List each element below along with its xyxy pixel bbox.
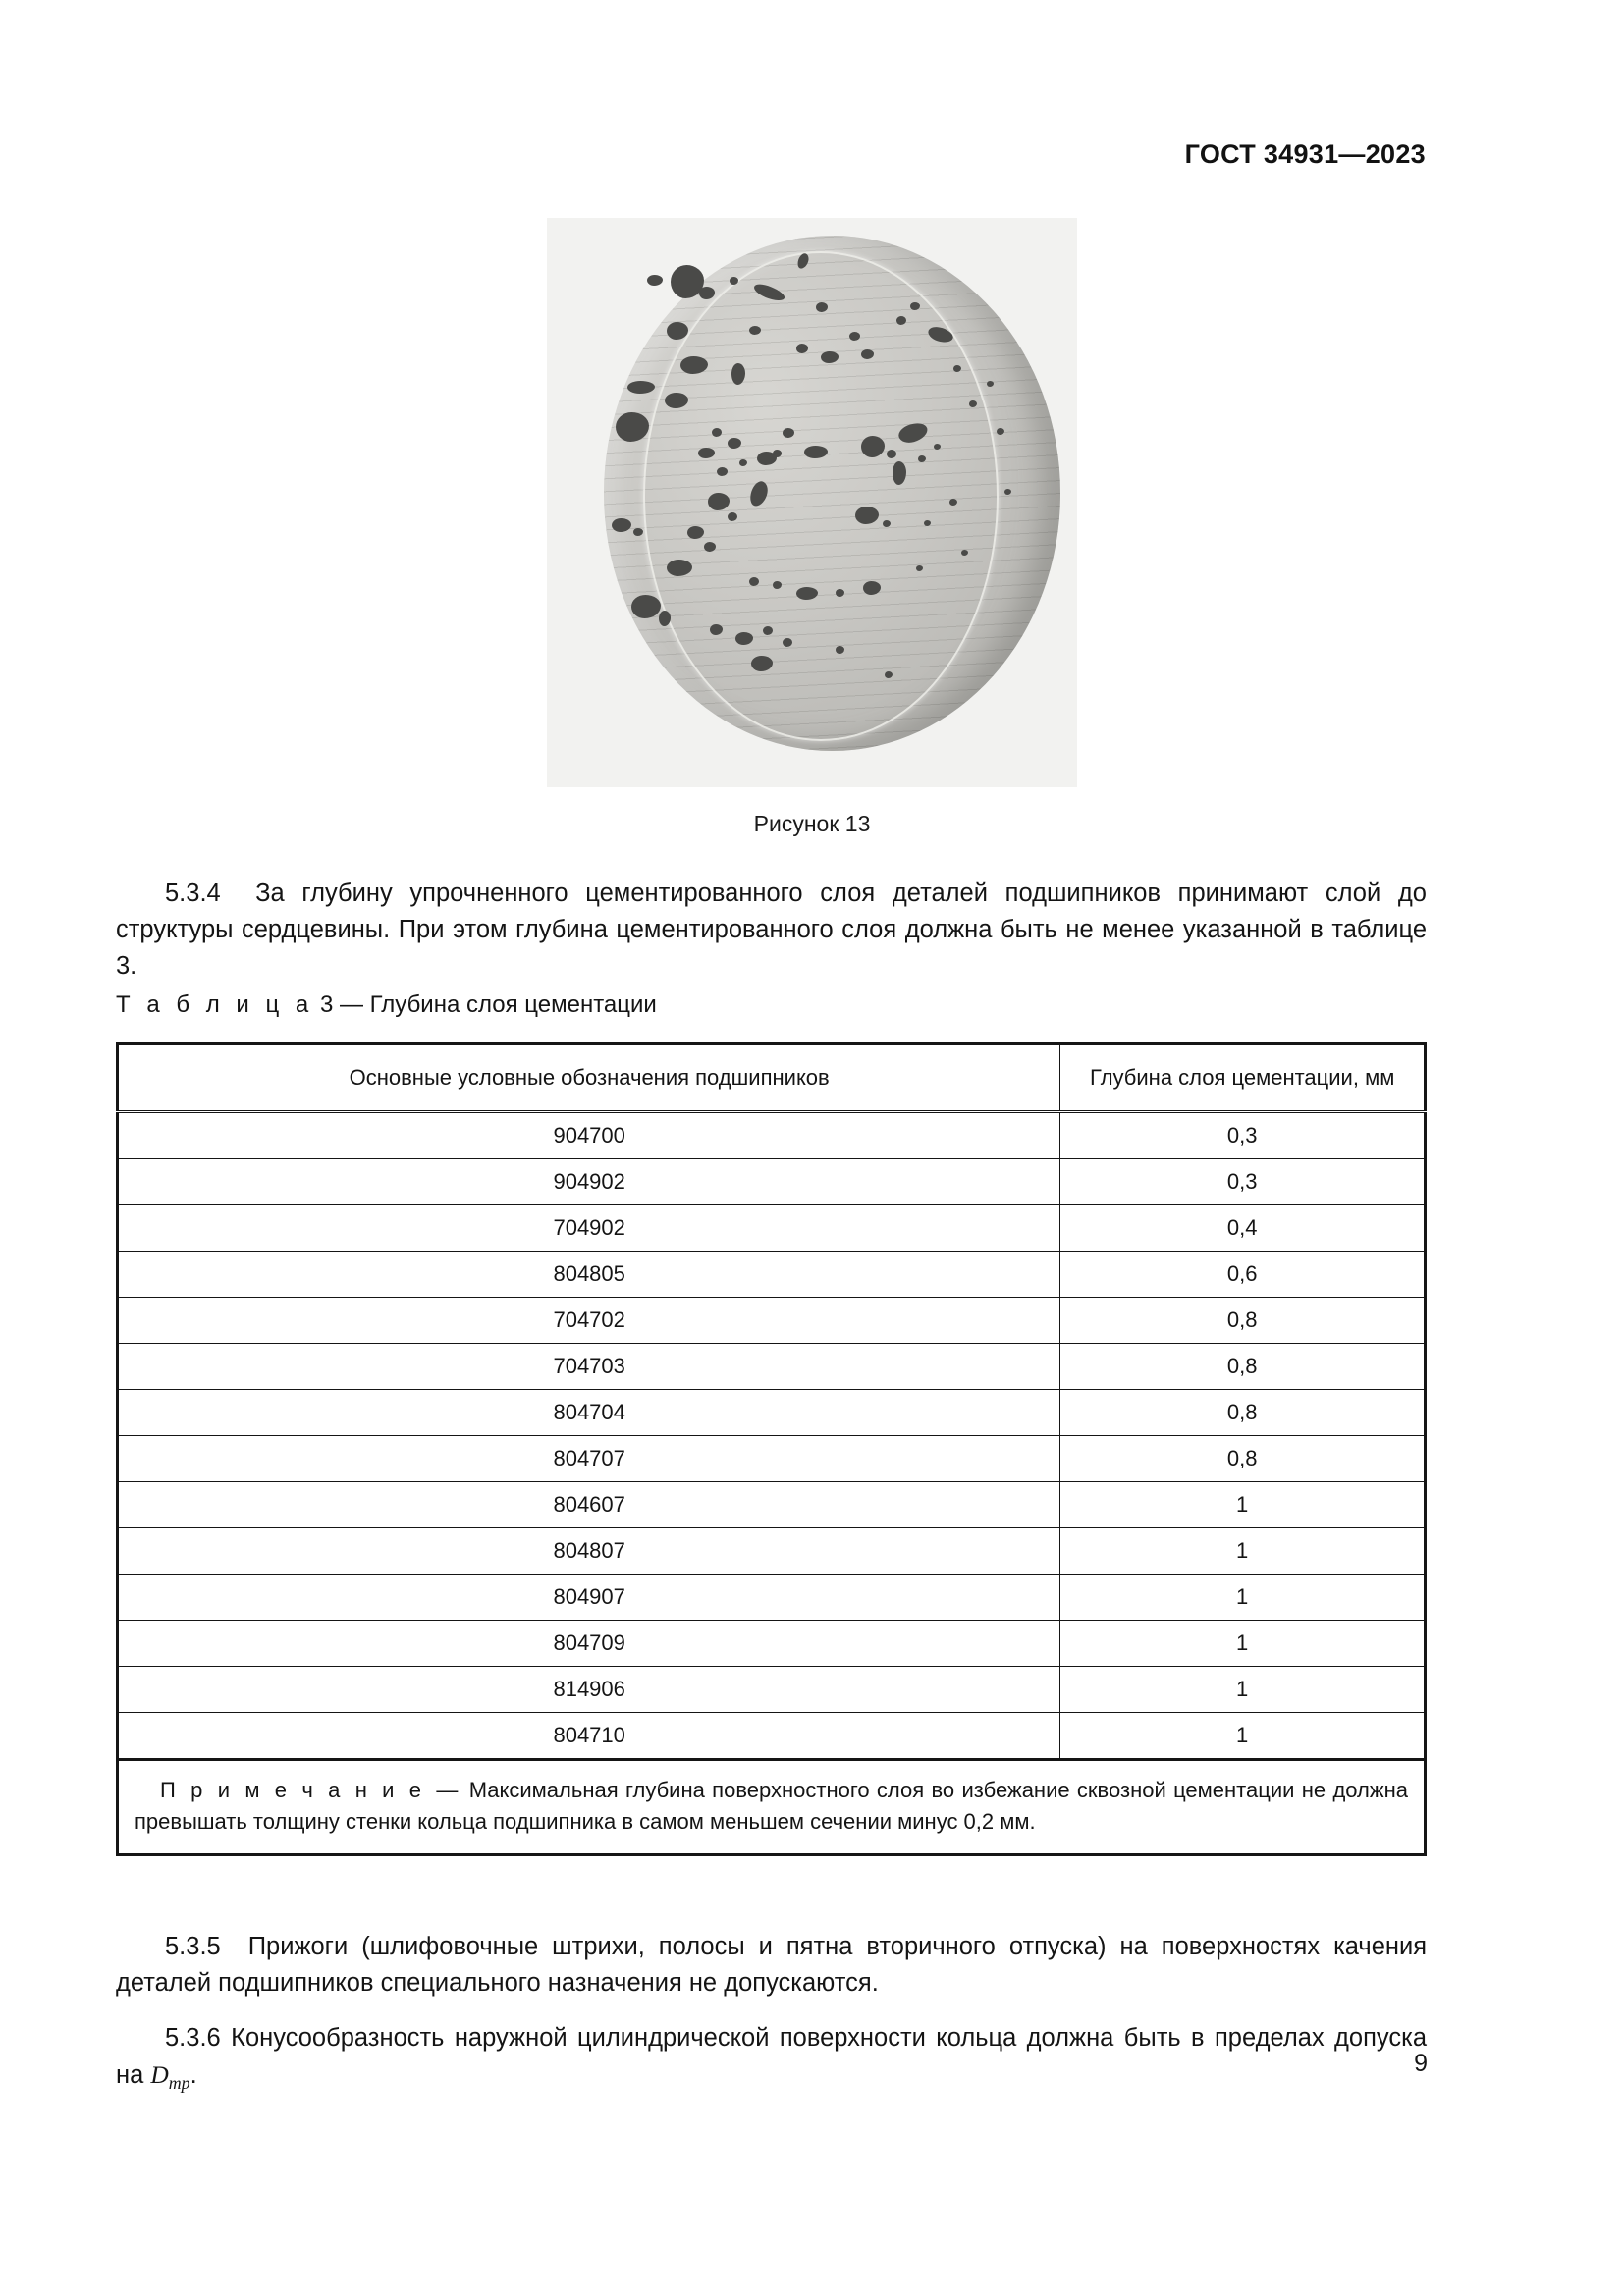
cell-designation: 804807 [118, 1528, 1060, 1575]
table-note-cell [118, 1760, 1426, 1855]
column-header-designation: Основные условные обозначения подшипников [118, 1044, 1060, 1112]
table-row [118, 1528, 1426, 1575]
table-3 [116, 1042, 1427, 1856]
cell-depth: 0,4 [1060, 1205, 1426, 1252]
clause-5-3-6-text: Конусообразность наружной цилиндрической поверхности кольца должна быть в пределах допуска на [116, 2024, 1427, 2090]
cell-designation: 704703 [118, 1344, 1060, 1390]
cell-depth: 1 [1060, 1575, 1426, 1621]
specimen-disc [604, 236, 1060, 751]
table-row [118, 1390, 1426, 1436]
cell-depth: 0,8 [1060, 1436, 1426, 1482]
table-row [118, 1621, 1426, 1667]
table-row [118, 1112, 1426, 1159]
cell-depth: 0,3 [1060, 1159, 1426, 1205]
table-note-row [118, 1760, 1426, 1855]
table-row [118, 1159, 1426, 1205]
table-row [118, 1575, 1426, 1621]
cell-depth: 1 [1060, 1621, 1426, 1667]
clause-5-3-5-text: Прижоги (шлифовочные штрихи, полосы и пятна вторичного отпуска) на поверхностях качения деталей подшипников специального назначения не допускаются. [116, 1933, 1428, 1998]
clause-5-3-5-number: 5.3.5 [165, 1933, 221, 1960]
table-row [118, 1205, 1426, 1252]
cell-depth: 0,3 [1060, 1112, 1426, 1159]
table-note-text: Максимальная глубина поверхностного слоя во избежание сквозной цементации не должна превышать толщину стенки кольца подшипника в самом меньшем сечении минус 0,2 мм. [135, 1778, 1408, 1834]
figure-caption: Рисунок 13 [753, 811, 871, 836]
table-row [118, 1252, 1426, 1298]
clause-5-3-6-text-after: . [189, 2061, 197, 2090]
clause-5-3-5 [116, 1929, 1427, 2002]
table-row [118, 1713, 1426, 1760]
cell-depth: 0,8 [1060, 1344, 1426, 1390]
cell-designation: 704702 [118, 1298, 1060, 1344]
table-row [118, 1298, 1426, 1344]
cell-designation: 804710 [118, 1713, 1060, 1760]
clause-5-3-4-number: 5.3.4 [165, 880, 221, 907]
cell-depth: 1 [1060, 1482, 1426, 1528]
inner-ring-edge [643, 251, 999, 741]
table-caption-dash: — [339, 991, 363, 1018]
cell-designation: 804607 [118, 1482, 1060, 1528]
table-row [118, 1667, 1426, 1713]
symbol-D-base: D [150, 2060, 169, 2090]
cell-designation: 804709 [118, 1621, 1060, 1667]
table-3-wrapper [116, 1042, 1427, 1856]
table-row [118, 1344, 1426, 1390]
clause-5-3-4-text: За глубину упрочненного цементированного слоя деталей подшипников принимают слой до структуры сердцевины. При этом глубина цементированного слоя должна быть не менее указанной в таблице 3. [116, 880, 1427, 981]
cell-designation: 804907 [118, 1575, 1060, 1621]
cell-depth: 1 [1060, 1528, 1426, 1575]
column-header-depth: Глубина слоя цементации, мм [1060, 1044, 1426, 1112]
clause-5-3-6-number: 5.3.6 [165, 2024, 221, 2052]
cell-designation: 804707 [118, 1436, 1060, 1482]
micrograph-cemented-layer [547, 218, 1077, 787]
symbol-D-subscript: mp [168, 2073, 190, 2094]
table-body [118, 1112, 1426, 1855]
cell-depth: 1 [1060, 1667, 1426, 1713]
cell-depth: 1 [1060, 1713, 1426, 1760]
table-note-label: П р и м е ч а н и е — [160, 1778, 462, 1802]
table-caption-title: Глубина слоя цементации [369, 991, 657, 1018]
figure-block [0, 218, 1624, 837]
clause-5-3-6 [116, 2020, 1427, 2096]
cell-depth: 0,8 [1060, 1390, 1426, 1436]
cell-designation: 804704 [118, 1390, 1060, 1436]
running-head: ГОСТ 34931—2023 [1184, 139, 1426, 169]
cell-designation: 904700 [118, 1112, 1060, 1159]
cell-depth: 0,8 [1060, 1298, 1426, 1344]
cell-designation: 804805 [118, 1252, 1060, 1298]
page-number: 9 [1414, 2050, 1428, 2077]
cell-designation: 814906 [118, 1667, 1060, 1713]
cell-designation: 704902 [118, 1205, 1060, 1252]
clause-5-3-4 [116, 876, 1427, 986]
table-caption-label: Т а б л и ц а [116, 991, 314, 1018]
symbol-D [150, 2060, 190, 2094]
table-caption-number: 3 [319, 991, 334, 1018]
table-header [118, 1044, 1426, 1112]
table-header-row [118, 1044, 1426, 1112]
table-caption [116, 991, 657, 1019]
cell-depth: 0,6 [1060, 1252, 1426, 1298]
cell-designation: 904902 [118, 1159, 1060, 1205]
table-row [118, 1436, 1426, 1482]
table-row [118, 1482, 1426, 1528]
